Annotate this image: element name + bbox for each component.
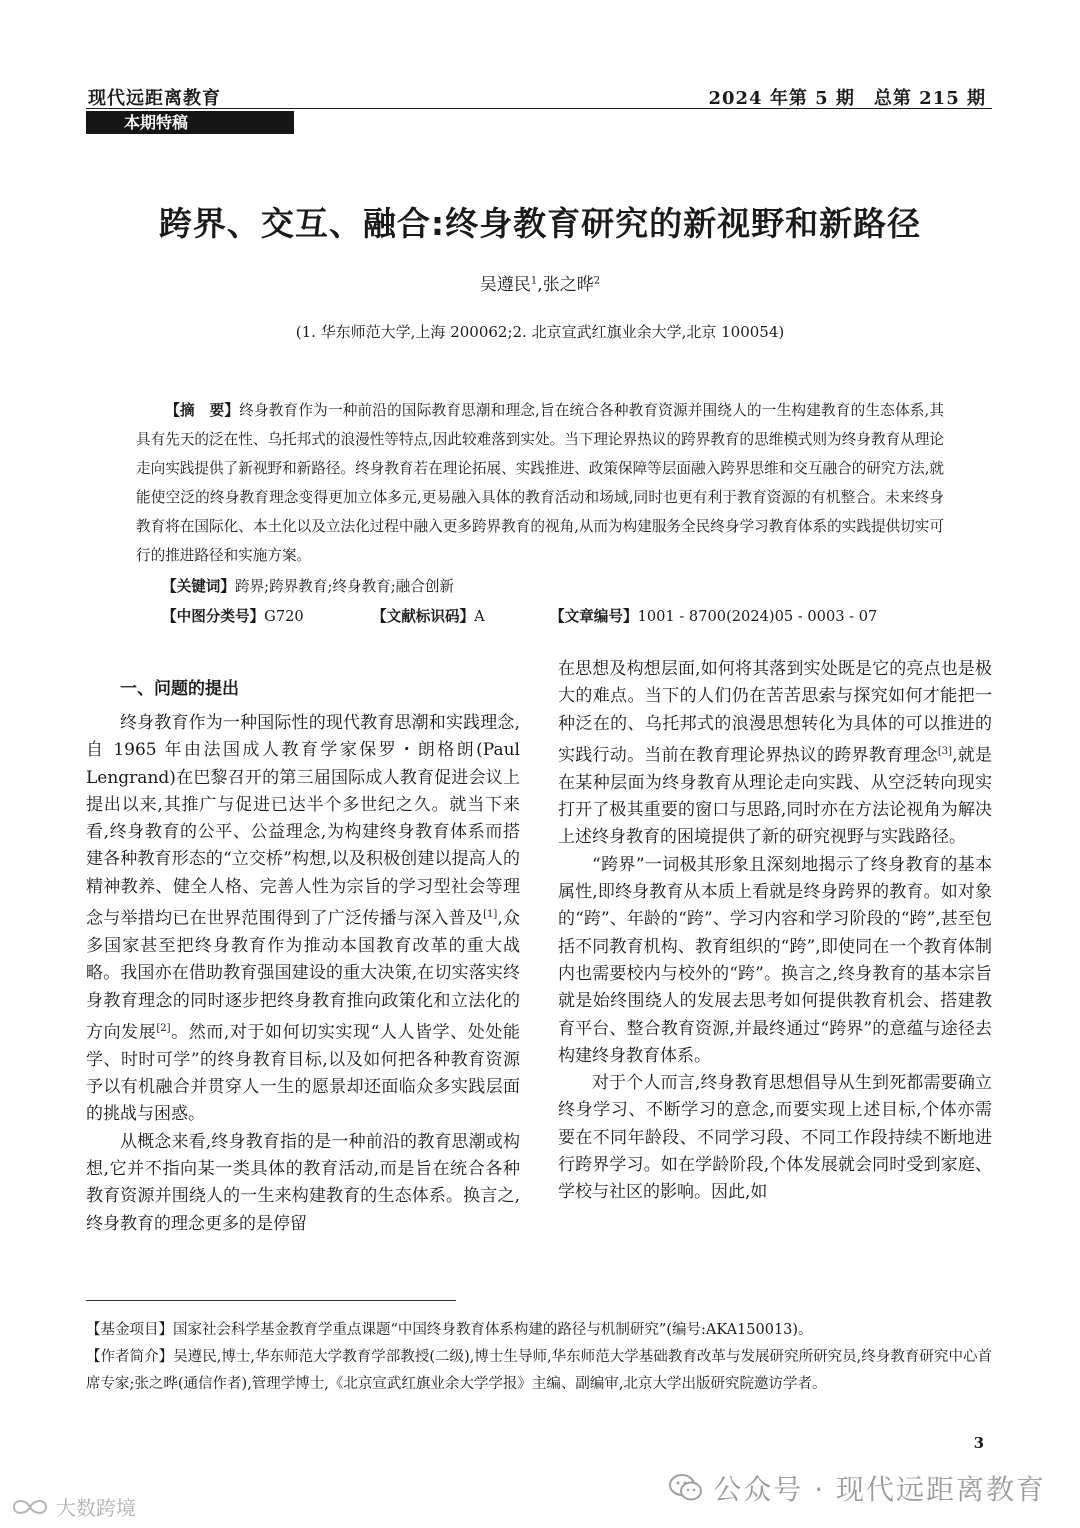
- watermark-account-text: 公众号 · 现代远距离教育: [713, 1473, 1046, 1506]
- paragraph-text: 终身教育作为一种国际性的现代教育思潮和实践理念,自 1965 年由法国成人教育学家保罗・朗格朗(Paul Lengrand)在巴黎召开的第三届国际成人教育促进会议上提出以来,其推广与促进已达半个多世纪之久。就当下来看,终身教育的公平、公益理念,为构建终身教育体系而搭建各种教育形态的“立交桥”构想,以及积极创建以提高人的精神教养、健全人格、完善人性为宗旨的学习型社会等理念与举措均已在世界范围得到了广泛传播与深入普及: [86, 713, 520, 929]
- doc-label: 【文献标识码】: [372, 608, 475, 625]
- section-tag: 本期特稿: [86, 111, 294, 134]
- author-note-label: 【作者简介】: [86, 1349, 174, 1365]
- section-heading: 一、问题的提出: [120, 679, 239, 699]
- citation: [3]: [937, 745, 953, 757]
- paragraph: [558, 656, 992, 852]
- doc-value: A: [474, 608, 485, 625]
- abstract: [136, 396, 944, 570]
- citation: [1]: [483, 909, 498, 921]
- keywords-text: 跨界;跨界教育;终身教育;融合创新: [234, 578, 455, 595]
- affiliations: (1. 华东师范大学,上海 200062;2. 北京宣武红旗业余大学,北京 100054): [295, 323, 785, 341]
- paragraph: 从概念来看,终身教育指的是一种前沿的教育思潮或构想,它并不指向某一类具体的教育活动,而是旨在统合各种教育资源并围绕人的一生来构建教育的生态体系。换言之,终身教育的理念更多的是停留: [86, 1131, 520, 1234]
- wechat-icon: [669, 1474, 703, 1502]
- fund-note: [86, 1317, 992, 1344]
- author-1: 吴遵民: [479, 275, 531, 295]
- article-number-value: 1001 - 8700(2024)05 - 0003 - 07: [637, 608, 878, 625]
- page-number: 3: [973, 1434, 984, 1452]
- keywords-label: 【关键词】: [162, 578, 235, 595]
- issue-info: 2024 年第 5 期 总第 215 期: [708, 88, 986, 109]
- fund-text: 国家社会科学基金教育学重点课题“中国终身教育体系构建的路径与机制研究”(编号:AKA150013)。: [173, 1322, 813, 1338]
- paragraph: 对于个人而言,终身教育思想倡导从生到死都需要确立终身学习、不断学习的意念,而要实现上述目标,个体亦需要在不同年龄段、不同学习段、不同工作段持续不断地进行跨界学习。如在学龄阶段,个体发展就会同时受到家庭、学校与社区的影响。因此,如: [558, 1073, 992, 1203]
- authors: [0, 270, 1080, 295]
- paragraph-text: 。然而,对于如何切实实现“人人皆学、处处能学、时时可学”的终身教育目标,以及如何把各种教育资源予以有机融合并贯穿人一生的愿景却还面临众多实践层面的挑战与困惑。: [86, 1022, 520, 1125]
- doc-code: [372, 605, 485, 626]
- author-note: [86, 1344, 992, 1398]
- article-number: [550, 605, 877, 626]
- paragraph-text: 在思想及构想层面,如何将其落到实处既是它的亮点也是极大的难点。当下的人们仍在苦苦思索与探究如何才能把一种泛在的、乌托邦式的浪漫思想转化为具体的可以推进的实践行动。当前在教育理论界热议的跨界教育理念: [558, 659, 992, 766]
- author-2: ,张之晔: [537, 275, 594, 295]
- paragraph-text: ,就是在某种层面为终身教育从理论走向实践、从空泛转向现实打开了极其重要的窗口与思路,同时亦在方法论视角为解决上述终身教育的困境提供了新的研究视野与实践路径。: [558, 745, 993, 848]
- paragraph: [86, 710, 520, 1129]
- article-number-label: 【文章编号】: [550, 608, 638, 625]
- author-note-text: 吴遵民,博士,华东师范大学教育学部教授(二级),博士生导师,华东师范大学基础教育改革与发展研究所研究员,终身教育研究中心首席专家;张之晔(通信作者),管理学博士,《北京宣武红旗业余大学学报》主编、副编审,北京大学出版研究院邀访学者。: [86, 1349, 993, 1392]
- watermark-account: [669, 1468, 1046, 1508]
- paragraph-text: ,众多国家甚至把终身教育作为推动本国教育改革的重大战略。我国亦在借助教育强国建设的重大决策,在切实落实终身教育理念的同时逐步把终身教育推向政策化和立法化的方向发展: [86, 908, 520, 1043]
- watermark-brand-text: 大数跨境: [56, 1496, 136, 1520]
- left-column: [86, 710, 520, 1238]
- journal-name: 现代远距离教育: [88, 88, 221, 109]
- author-2-sup: 2: [593, 275, 601, 287]
- article-title: 跨界、交互、融合:终身教育研究的新视野和新路径: [158, 204, 922, 243]
- author-1-sup: 1: [530, 275, 538, 287]
- citation: [2]: [156, 1022, 171, 1034]
- right-column: [558, 656, 992, 1207]
- footnote-rule: [86, 1300, 456, 1301]
- clc-label: 【中图分类号】: [162, 608, 265, 625]
- clc-code: [162, 605, 304, 626]
- brand-logo-icon: [10, 1495, 50, 1519]
- abstract-text: 终身教育作为一种前沿的国际教育思潮和理念,旨在统合各种教育资源并围绕人的一生构建教育的生态体系,其具有先天的泛在性、乌托邦式的浪漫性等特点,因此较难落到实处。当下理论界热议的跨界教育的思维模式则为终身教育从理论走向实践提供了新视野和新路径。终身教育若在理论拓展、实践推进、政策保障等层面融入跨界思维和交互融合的研究方法,就能使空泛的终身教育理念变得更加立体多元,更易融入具体的教育活动和场域,同时也更有利于教育资源的有机整合。未来终身教育将在国际化、本土化以及立法化过程中融入更多跨界教育的视角,从而为构建服务全民终身学习教育体系的实践提供切实可行的推进路径和实施方案。: [136, 402, 944, 564]
- fund-label: 【基金项目】: [86, 1322, 173, 1338]
- clc-value: G720: [264, 608, 304, 625]
- header-rule: [86, 108, 992, 109]
- abstract-label: 【摘 要】: [165, 402, 240, 419]
- watermark-brand: [10, 1492, 136, 1521]
- paragraph: “跨界”一词极其形象且深刻地揭示了终身教育的基本属性,即终身教育从本质上看就是终身跨界的教育。如对象的“跨”、年龄的“跨”、学习内容和学习阶段的“跨”,甚至包括不同教育机构、教育组织的“跨”,即使同在一个教育体制内也需要校内与校外的“跨”。换言之,终身教育的基本宗旨就是始终围绕人的发展去思考如何提供教育机会、搭建教育平台、整合教育资源,并最终通过“跨界”的意蕴与途径去构建终身教育体系。: [558, 854, 992, 1066]
- keywords: [162, 575, 454, 596]
- footnotes: [86, 1317, 992, 1398]
